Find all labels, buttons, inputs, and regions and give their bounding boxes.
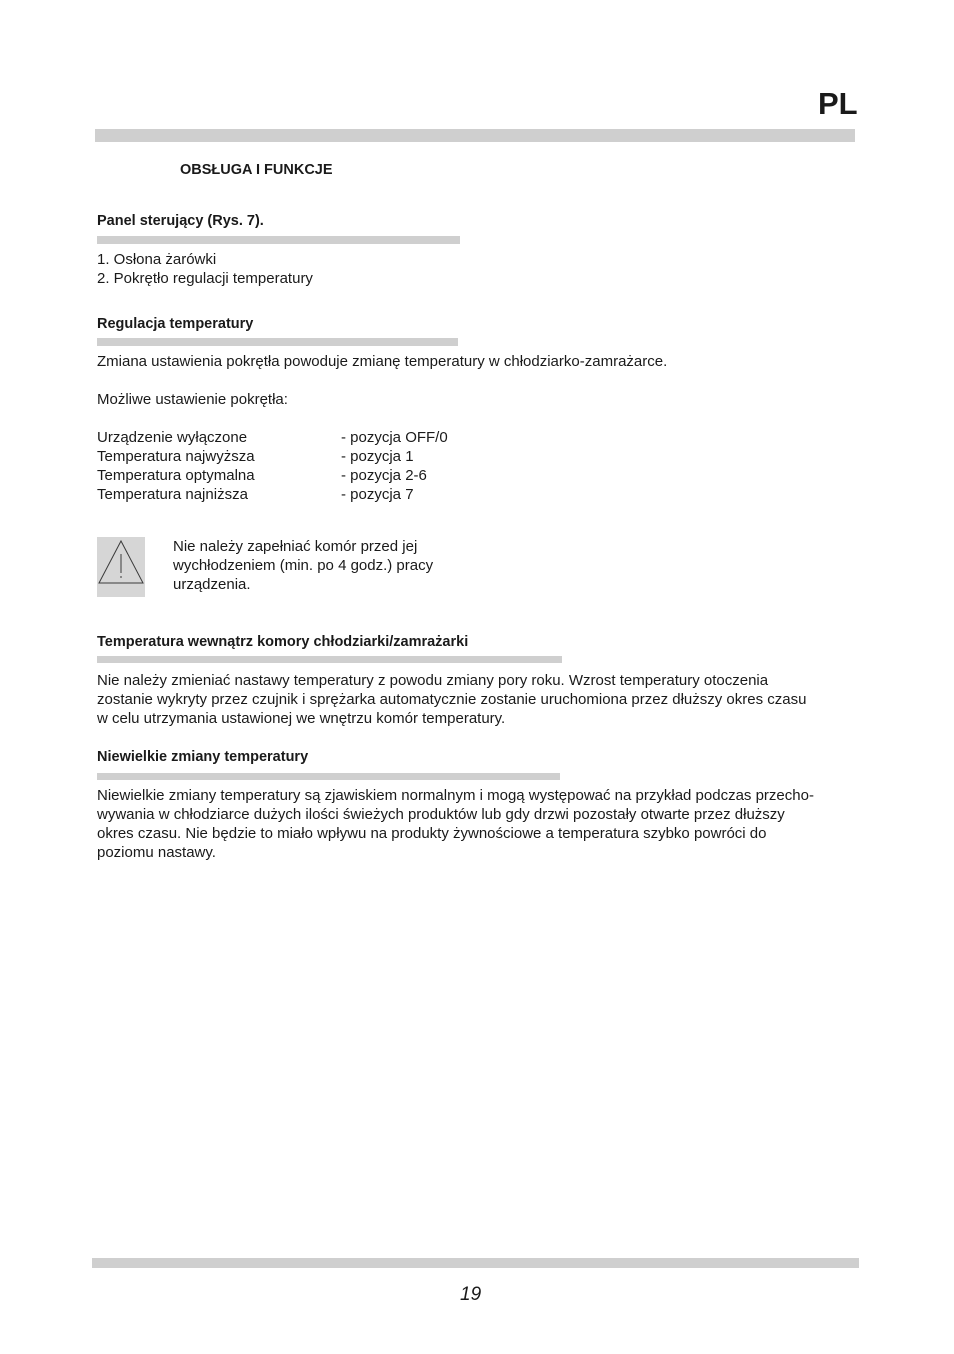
language-code: PL	[818, 86, 858, 121]
panel-item: 2. Pokrętło regulacji temperatury	[97, 270, 313, 287]
regulation-intro: Zmiana ustawienia pokrętła powoduje zmianę temperatury w chłodziarko-zamrażarce.	[97, 353, 668, 370]
setting-value: - pozycja 1	[341, 448, 414, 465]
panel-heading-underline	[97, 236, 460, 244]
header-divider	[95, 129, 855, 142]
setting-value: - pozycja OFF/0	[341, 429, 448, 446]
setting-value: - pozycja 7	[341, 486, 414, 503]
paragraph-line: poziomu nastawy.	[97, 844, 216, 861]
warning-line: urządzenia.	[173, 576, 251, 593]
panel-heading: Panel sterujący (Rys. 7).	[97, 213, 264, 229]
paragraph-line: okres czasu. Nie będzie to miało wpływu na produkty żywnościowe a temperatura szybko powróci do	[97, 825, 767, 842]
warning-line: wychłodzeniem (min. po 4 godz.) pracy	[173, 557, 434, 574]
small-changes-heading: Niewielkie zmiany temperatury	[97, 749, 309, 765]
paragraph-line: w celu utrzymania ustawionej we wnętrzu komór temperatury.	[97, 710, 506, 727]
inside-temp-heading-underline	[97, 656, 562, 663]
section-title: OBSŁUGA I FUNKCJE	[180, 162, 333, 178]
paragraph-line: Niewielkie zmiany temperatury są zjawiskiem normalnym i mogą występować na przykład podczas przecho-	[97, 787, 814, 804]
setting-label: Temperatura optymalna	[97, 467, 255, 484]
paragraph-line: zostanie wykryty przez czujnik i sprężarka automatycznie zostanie uruchomiona przez dłuższy okres czasu	[97, 691, 807, 708]
regulation-heading-underline	[97, 338, 458, 346]
small-changes-paragraph	[97, 786, 877, 862]
setting-label: Temperatura najniższa	[97, 486, 248, 503]
setting-value: - pozycja 2-6	[341, 467, 427, 484]
inside-temp-paragraph	[97, 671, 877, 728]
setting-label: Urządzenie wyłączone	[97, 429, 248, 446]
panel-item: 1. Osłona żarówki	[97, 251, 217, 268]
warning-line: Nie należy zapełniać komór przed jej	[173, 538, 418, 555]
warning-triangle-icon	[97, 537, 145, 597]
small-changes-heading-underline	[97, 773, 560, 780]
regulation-heading: Regulacja temperatury	[97, 316, 254, 332]
warning-text	[173, 537, 473, 594]
paragraph-line: Nie należy zmieniać nastawy temperatury z powodu zmiany pory roku. Wzrost temperatury otoczenia	[97, 672, 769, 689]
settings-label: Możliwe ustawienie pokrętła:	[97, 391, 288, 408]
inside-temp-heading: Temperatura wewnątrz komory chłodziarki/zamrażarki	[97, 634, 469, 650]
footer-divider	[92, 1258, 859, 1268]
setting-label: Temperatura najwyższa	[97, 448, 255, 465]
paragraph-line: wywania w chłodziarce dużych ilości świeżych produktów lub gdy drzwi pozostały otwarte przez dłuższy	[97, 806, 785, 823]
page-number: 19	[460, 1284, 482, 1305]
